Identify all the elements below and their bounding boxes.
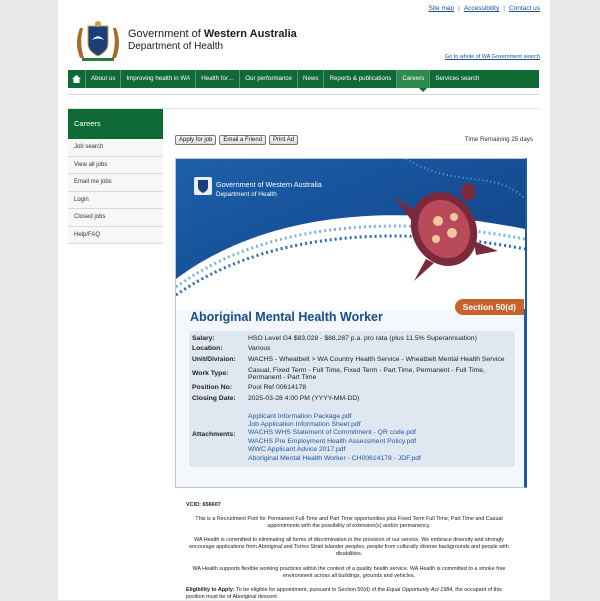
home-nav-button[interactable] [68,70,86,88]
flexible-working-statement: WA Health supports flexible working practices within the context of a quality health service. WA Health is committed to a smoke free environment across all buildings, grounds and vehicles. [192,566,506,579]
location-value: Various [248,345,271,353]
unit-label: Unit/Division: [192,355,236,363]
position-value: Pool Ref 00614178 [248,384,307,392]
home-icon [72,75,81,83]
svg-text:Government of Western Australi: Government of Western Australia [216,180,322,189]
attachments-list [245,404,515,465]
nav-careers[interactable]: Careers [397,70,430,88]
attachments-label: Attachments: [192,430,236,438]
sidebar [68,109,163,244]
nav-improving-health[interactable]: Improving health in WA [121,70,196,88]
attachments-row [189,404,515,465]
department-title: Department of Health [128,41,224,52]
diversity-statement: WA Health is committed to eliminating all forms of discrimination in the provision of our service. We embrace diversity and strongly encourage applications from Aboriginal and Torres Strait Islander peoples, people from culturally diverse backgrounds and people with disabilities. [189,537,509,557]
vcid: VCID: 656607 [186,502,221,508]
job-toolbar [175,135,298,145]
svg-text:Department of Health: Department of Health [216,191,277,198]
salary-value: HSO Level G4 $83,028 - $88,287 p.a. pro rata (plus 11.5% Superannuation) [248,334,477,342]
work-type-value: Casual, Fixed Term - Full Time, Fixed Term - Part Time, Permanent - Full Time, Permanent - Part Time [248,366,485,381]
nav-news[interactable]: News [298,70,324,88]
site-map-link[interactable]: Site map [428,5,455,12]
closing-label: Closing Date: [192,394,236,402]
sidebar-item-email-me-jobs[interactable]: Email me jobs [68,174,163,192]
attachment-link[interactable]: WACHS WHS Statement of Commitment - QR code.pdf [248,429,416,437]
email-a-friend-button[interactable]: Email a Friend [219,135,266,145]
location-row [189,344,515,355]
work-type-row [189,365,515,383]
eligibility-text: To be eligible for appointment, pursuant to Section 50(d) of the [234,587,387,593]
closing-row [189,393,515,404]
nav-about-us[interactable]: About us [86,70,121,88]
attachment-link[interactable]: Job Application Information Sheet.pdf [248,420,361,428]
unit-row [189,354,515,365]
section-badge: Section 50(d) [455,299,524,315]
job-title: Aboriginal Mental Health Worker [190,310,383,324]
nav-services-search[interactable]: Services search [435,75,480,82]
active-nav-indicator [419,88,427,92]
header-divider [68,94,539,95]
sidebar-heading: Careers [68,109,163,139]
attachment-link[interactable]: WACHS Pre Employment Health Assessment Policy.pdf [248,437,417,445]
attachment-link[interactable]: WWC Applicant Advice 2017.pdf [248,446,346,454]
nav-our-performance[interactable]: Our performance [240,70,298,88]
time-remaining: Time Remaining 25 days [464,136,533,143]
apply-for-job-button[interactable]: Apply for job [175,135,216,145]
eligibility-act: Equal Opportunity Act 1984 [386,587,453,593]
government-title: Government of Western Australia [128,28,297,40]
banner-artwork [176,159,525,309]
sidebar-item-job-search[interactable]: Job search [68,139,163,157]
job-details [189,331,515,467]
sidebar-item-closed-jobs[interactable]: Closed jobs [68,209,163,227]
unit-value: WACHS - Wheatbelt > WA Country Health Service - Wheatbelt Mental Health Service [248,355,505,363]
work-type-label: Work Type: [192,370,229,378]
attachment-link[interactable]: Aboriginal Mental Health Worker - CH00614178 - JDF.pdf [248,454,421,462]
salary-label: Salary: [192,334,215,342]
nav-health-for[interactable]: Health for… [196,70,240,88]
location-label: Location: [192,345,223,353]
sidebar-item-login[interactable]: Login [68,192,163,210]
sidebar-item-view-all-jobs[interactable]: View all jobs [68,157,163,175]
position-label: Position No: [192,384,233,392]
salary-row [189,333,515,344]
recruitment-pool-text: This is a Recruitment Pool for Permanent Full-Time and Part Time opportunities plus Fixed Term Full Time, Part Time and Casual appointments with the possibility of extension(s) and/or permanency. [195,516,503,529]
accessibility-link[interactable]: Accessibility [463,5,500,12]
nav-reports[interactable]: Reports & publications [324,70,397,88]
contact-us-link[interactable]: Contact us [508,5,540,12]
page [58,0,550,600]
eligibility-text-end: , the occupant of this position must be of Aboriginal descent. [186,587,502,600]
wa-crest-logo[interactable] [70,18,126,62]
main-nav [68,70,539,88]
position-row [189,382,515,393]
attachment-link[interactable]: Applicant Information Package.pdf [248,412,352,420]
eligibility-label: Eligibility to Apply: [186,587,235,593]
closing-value: 2025-03-28 4:00 PM (YYYY-MM-DD) [248,394,360,402]
job-ad [175,158,527,488]
eligibility-statement [186,587,518,601]
utility-links: Site map | Accessibility | Contact us [428,5,540,12]
whole-gov-search-link[interactable]: Go to whole of WA Government search [444,54,540,60]
sidebar-item-help-faq[interactable]: Help/FAQ [68,227,163,245]
banner-crest [194,177,212,195]
print-ad-button[interactable]: Print Ad [269,135,298,145]
ad-banner [176,159,525,309]
